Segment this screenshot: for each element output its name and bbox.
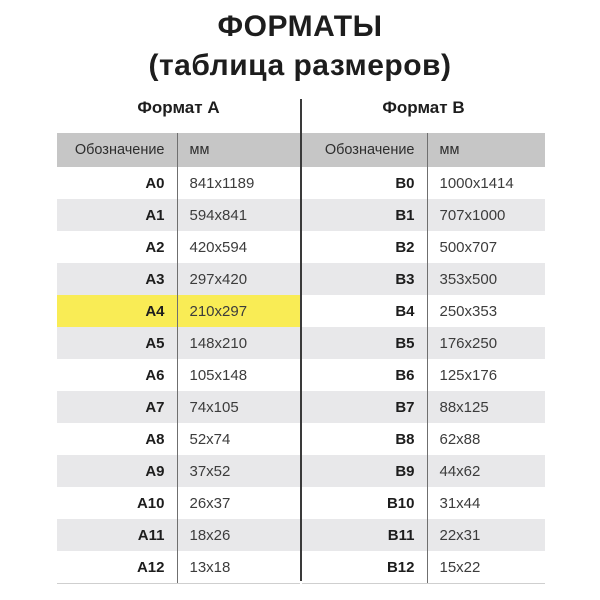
format-designation: B10	[302, 487, 427, 519]
page-subtitle: (таблица размеров)	[148, 49, 452, 82]
format-designation: B3	[302, 263, 427, 295]
format-designation: B2	[302, 231, 427, 263]
format-size-mm: 88x125	[439, 398, 489, 416]
title-block	[0, 7, 600, 85]
table-row	[57, 199, 300, 231]
format-designation: B11	[302, 519, 427, 551]
table-row	[57, 167, 300, 199]
table-row	[57, 359, 300, 391]
table-header-row	[57, 133, 300, 167]
format-size-mm: 44x62	[439, 462, 481, 480]
table-row	[302, 519, 545, 551]
format-designation: A9	[57, 455, 177, 487]
format-designation: A4	[57, 295, 177, 327]
table-row	[57, 487, 300, 519]
format-designation: A1	[57, 199, 177, 231]
format-designation: A11	[57, 519, 177, 551]
table-row	[57, 231, 300, 263]
format-designation: A12	[57, 551, 177, 584]
format-designation: B1	[302, 199, 427, 231]
format-designation: B5	[302, 327, 427, 359]
table-row	[57, 423, 300, 455]
format-size-mm: 148x210	[189, 334, 248, 352]
format-size-mm: 13x18	[177, 551, 300, 584]
format-size-mm: 420x594	[189, 238, 248, 256]
format-designation: A5	[57, 327, 177, 359]
col-header-designation: Обозначение	[302, 133, 427, 167]
table-row-highlighted	[57, 295, 300, 327]
col-header-mm: мм	[177, 133, 300, 167]
format-size-mm: 52x74	[189, 430, 231, 448]
col-header-mm: мм	[427, 133, 545, 167]
table-row	[302, 551, 545, 584]
table-row	[302, 263, 545, 295]
format-size-mm: 707x1000	[439, 206, 506, 224]
table-row	[302, 199, 545, 231]
format-size-mm: 22x31	[439, 526, 481, 544]
table-row	[57, 455, 300, 487]
format-designation: B4	[302, 295, 427, 327]
table-row	[57, 327, 300, 359]
format-designation: A7	[57, 391, 177, 423]
format-a-table	[57, 133, 300, 584]
format-designation: B0	[302, 167, 427, 199]
table-header-row	[302, 133, 545, 167]
format-size-mm: 353x500	[439, 270, 498, 288]
format-designation: A0	[57, 167, 177, 199]
format-designation: A6	[57, 359, 177, 391]
format-size-mm: 297x420	[189, 270, 248, 288]
format-size-mm: 18x26	[189, 526, 231, 544]
format-designation: A10	[57, 487, 177, 519]
format-size-mm: 1000x1414	[439, 174, 514, 192]
format-size-mm: 594x841	[189, 206, 248, 224]
format-designation: A8	[57, 423, 177, 455]
table-row	[302, 295, 545, 327]
format-designation: A2	[57, 231, 177, 263]
format-designation: B6	[302, 359, 427, 391]
table-row	[57, 551, 300, 584]
col-header-designation: Обозначение	[57, 133, 177, 167]
format-size-mm: 37x52	[189, 462, 231, 480]
format-size-mm: 125x176	[439, 366, 498, 384]
table-row	[302, 167, 545, 199]
format-size-mm: 26x37	[189, 494, 231, 512]
page-title: ФОРМАТЫ	[217, 10, 383, 43]
format-designation: B12	[302, 551, 427, 584]
format-size-mm: 500x707	[439, 238, 498, 256]
format-size-mm: 841x1189	[189, 174, 255, 192]
format-size-mm: 105x148	[189, 366, 248, 384]
table-row	[57, 391, 300, 423]
format-size-mm: 15x22	[427, 551, 545, 584]
table-row	[302, 423, 545, 455]
format-designation: B9	[302, 455, 427, 487]
format-size-mm: 210x297	[189, 302, 248, 320]
table-row	[57, 519, 300, 551]
table-row	[302, 487, 545, 519]
table-row	[302, 359, 545, 391]
format-size-mm: 250x353	[439, 302, 498, 320]
table-row	[302, 231, 545, 263]
format-size-mm: 74x105	[189, 398, 239, 416]
format-designation: A3	[57, 263, 177, 295]
format-designation: B7	[302, 391, 427, 423]
format-size-mm: 176x250	[439, 334, 498, 352]
caption-format-a: Формат А	[137, 98, 220, 117]
format-size-mm: 31x44	[439, 494, 481, 512]
format-b-table	[302, 133, 545, 584]
table-row	[57, 263, 300, 295]
table-row	[302, 391, 545, 423]
format-designation: B8	[302, 423, 427, 455]
format-size-mm: 62x88	[439, 430, 481, 448]
caption-format-b: Формат B	[382, 98, 465, 117]
table-row	[302, 327, 545, 359]
table-row	[302, 455, 545, 487]
